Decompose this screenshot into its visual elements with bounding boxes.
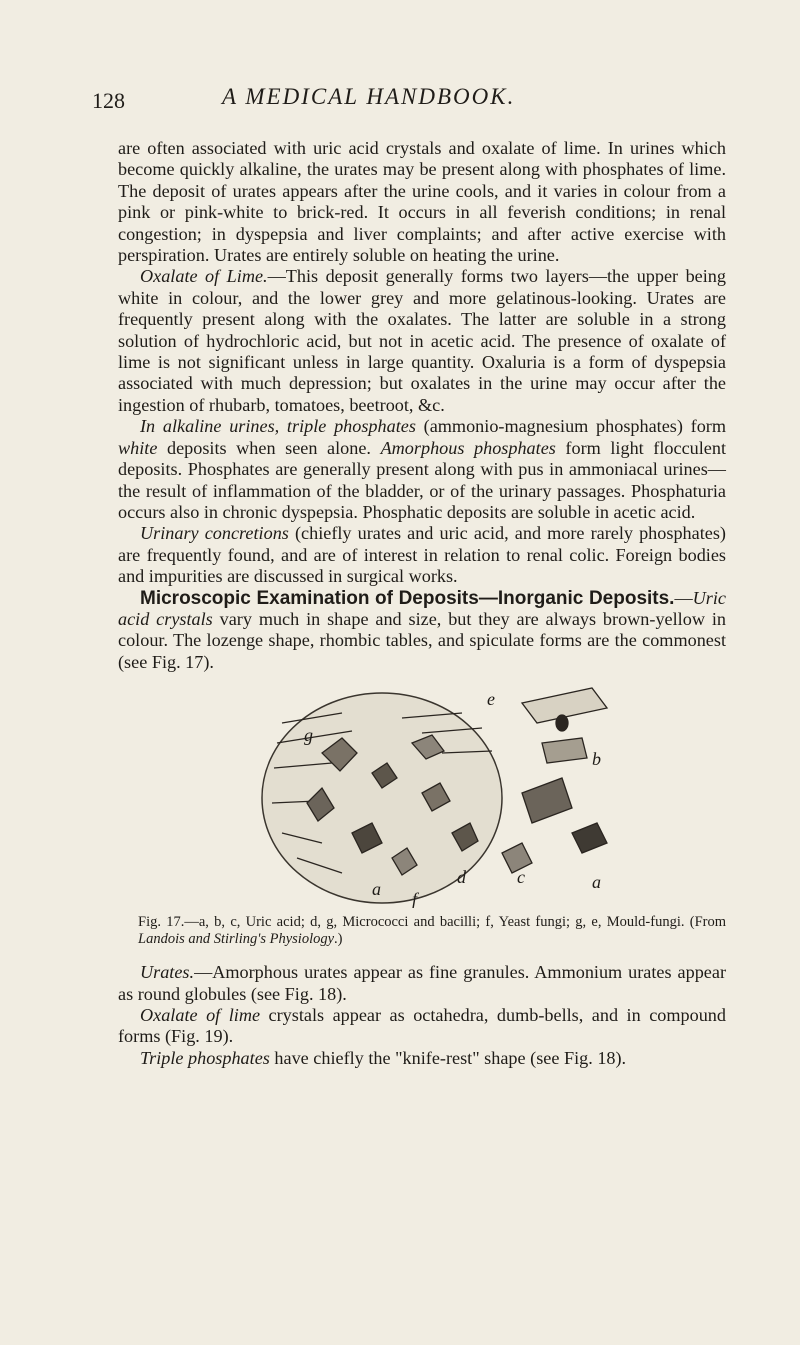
figure-caption: Fig. 17.—a, b, c, Uric acid; d, g, Micrococci and bacilli; f, Yeast fungi; g, e, Mould-fungi. (From Landois and Stirling's Physiology.): [138, 914, 726, 948]
figure-17-illustration: [222, 683, 622, 908]
paragraph-triple-phosphates: Triple phosphates have chiefly the "knife-rest" shape (see Fig. 18).: [140, 1047, 627, 1068]
figure-label-a: a: [372, 879, 381, 900]
paragraph-oxalate-crystals: Oxalate of lime crystals appear as octahedra, dumb-bells, and in compound forms (Fig. 19).: [118, 1004, 726, 1047]
oxalate-heading: Oxalate of Lime.: [140, 266, 268, 287]
figure-label-f: f: [412, 889, 418, 909]
figure-label-b: b: [592, 749, 601, 770]
section-heading: Microscopic Examination of Deposits—Inorganic Deposits.: [140, 587, 675, 609]
page-body: [118, 138, 726, 1069]
figure-label-d: d: [457, 867, 466, 888]
page-number: 128: [92, 88, 125, 113]
paragraph-concretions: Urinary concretions (chiefly urates and uric acid, and more rarely phosphates) are frequently found, and are of interest in relation to renal colic. Foreign bodies and impurities are discussed in surgical works.: [118, 523, 726, 587]
figure-label-e: e: [487, 689, 495, 710]
page-header: [92, 84, 732, 128]
paragraph-phosphates: In alkaline urines, triple phosphates (ammonio-magnesium phosphates) form white deposits when seen alone. Amorphous phosphates form light flocculent deposits. Phosphates are generally present along with pus in ammoniacal urines—the result of inflammation of the bladder, or of the urinary passages. Phosphaturia occurs also in chronic dyspepsia. Phosphatic deposits are soluble in acetic acid.: [118, 416, 727, 522]
paragraph-microscopic: Microscopic Examination of Deposits—Inorganic Deposits.—Uric acid crystals vary much in shape and size, but they are always brown-yellow in colour. The lozenge shape, rhombic tables, and spiculate forms are the commonest (see Fig. 17).: [118, 587, 726, 672]
paragraph-urates: Urates.—Amorphous urates appear as fine granules. Ammonium urates appear as round globules (see Fig. 18).: [118, 962, 726, 1004]
paragraph-urates-cont: are often associated with uric acid crystals and oxalate of lime. In urines which become quickly alkaline, the urates may be present along with phosphates of lime. The deposit of urates appears after the urine cools, and it varies in colour from a pink or pink-white to brick-red. It occurs in all feverish conditions; in renal congestion; in dyspepsia and liver complaints; and after active exercise with perspiration. Urates are entirely soluble on heating the urine.: [118, 138, 726, 266]
running-title: A MEDICAL HANDBOOK.: [222, 84, 516, 109]
figure-label-c: c: [517, 867, 525, 888]
paragraph-oxalate: Oxalate of Lime.—This deposit generally forms two layers—the upper being white in colour, and the lower grey and more gelatinous-looking. Urates are frequently present along with the oxalates. The latter are soluble in a strong solution of hydrochloric acid, but not in acetic acid. The presence of oxalate of lime is not significant unless in large quantity. Oxaluria is a form of dyspepsia associated with much depression; but oxalates in the urine may occur after the ingestion of rhubarb, tomatoes, beetroot, &c.: [118, 266, 726, 415]
figure-label-a-right: a: [592, 872, 601, 893]
figure-label-g: g: [304, 725, 313, 746]
